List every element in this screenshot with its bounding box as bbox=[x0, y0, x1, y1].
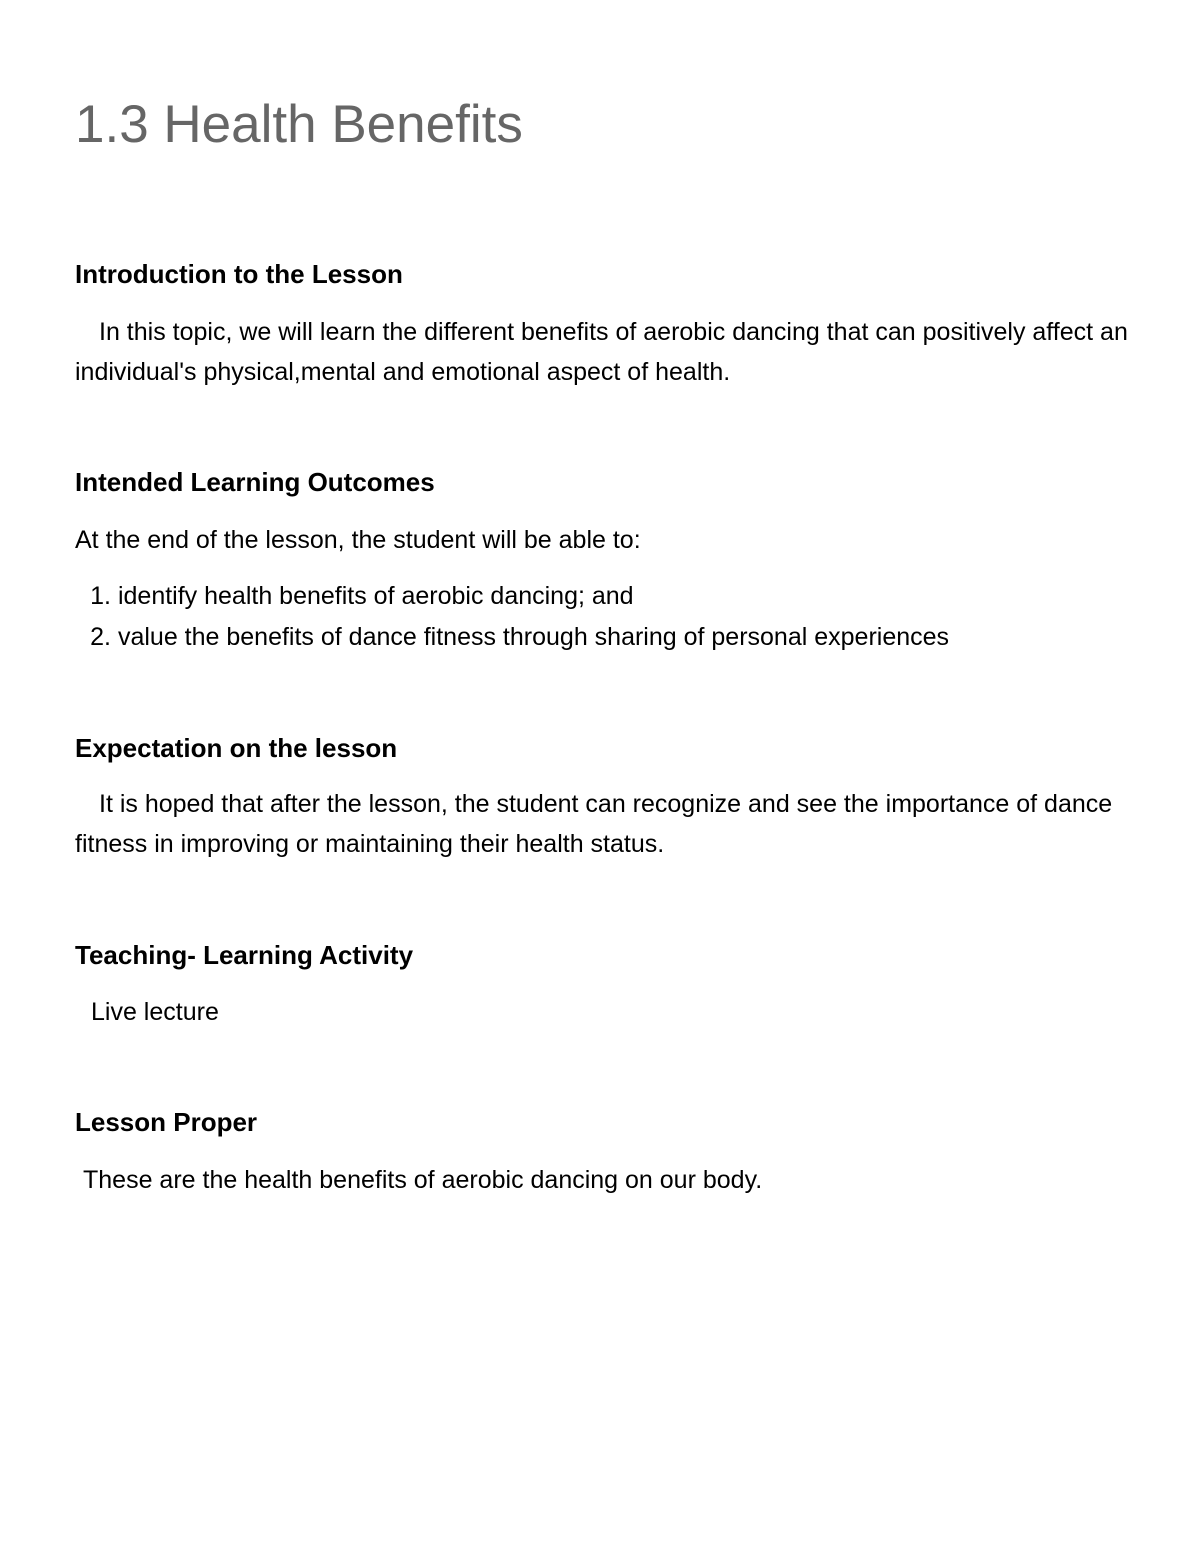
outcomes-lead: At the end of the lesson, the student will be able to: bbox=[75, 526, 641, 554]
page-title: 1.3 Health Benefits bbox=[75, 95, 523, 154]
proper-body: These are the health benefits of aerobic dancing on our body. bbox=[83, 1166, 763, 1194]
list-item bbox=[75, 617, 949, 658]
introduction-heading: Introduction to the Lesson bbox=[75, 259, 403, 289]
outcomes-list bbox=[75, 576, 949, 658]
activity-heading: Teaching- Learning Activity bbox=[75, 940, 414, 970]
introduction-body: In this topic, we will learn the different benefits of aerobic dancing that can positively affect an individual's physical,mental and emotional aspect of health. bbox=[75, 318, 1128, 386]
proper-heading: Lesson Proper bbox=[75, 1107, 258, 1137]
outcomes-heading: Intended Learning Outcomes bbox=[75, 467, 435, 497]
activity-body: Live lecture bbox=[91, 998, 219, 1026]
list-item-text: value the benefits of dance fitness through sharing of personal experiences bbox=[117, 623, 950, 651]
list-item-number: 2. bbox=[90, 623, 111, 651]
expectation-body: It is hoped that after the lesson, the student can recognize and see the importance of dance fitness in improving or maintaining their health status. bbox=[75, 790, 1113, 858]
expectation-heading: Expectation on the lesson bbox=[75, 733, 398, 763]
list-item bbox=[75, 576, 949, 617]
list-item-number: 1. bbox=[90, 582, 111, 610]
list-item-text: identify health benefits of aerobic dancing; and bbox=[117, 582, 634, 610]
